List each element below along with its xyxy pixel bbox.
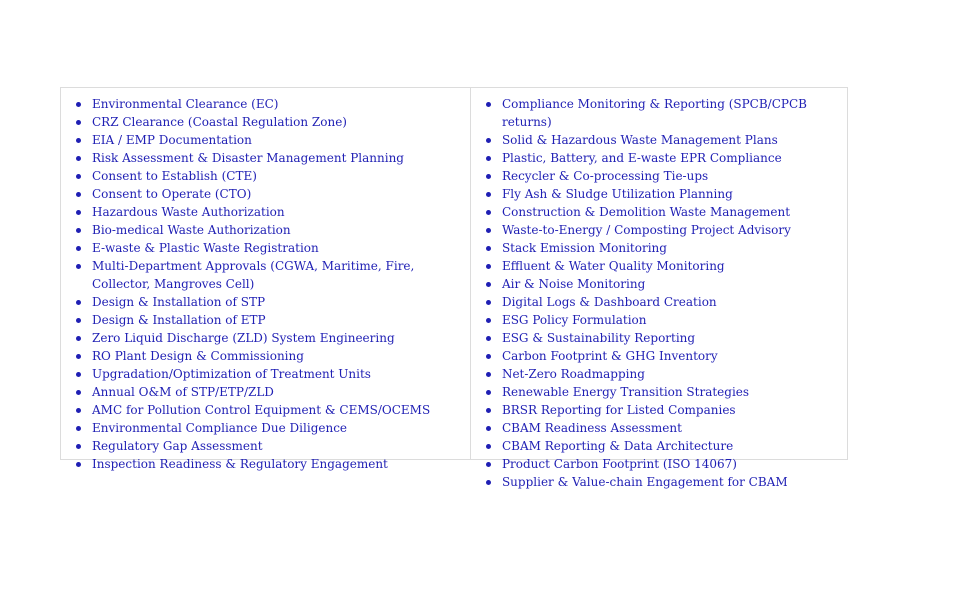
service-list-item <box>502 419 847 437</box>
service-link[interactable]: E-waste & Plastic Waste Registration <box>92 241 319 255</box>
service-link[interactable]: Air & Noise Monitoring <box>501 277 646 291</box>
service-link[interactable]: CBAM Readiness Assessment <box>501 421 682 435</box>
service-list-item <box>92 437 470 455</box>
service-link[interactable]: Zero Liquid Discharge (ZLD) System Engineering <box>92 331 395 345</box>
services-list-left <box>61 88 470 473</box>
service-link[interactable]: ESG Policy Formulation <box>501 313 647 327</box>
service-list-item <box>502 275 847 293</box>
service-link[interactable]: Stack Emission Monitoring <box>501 241 667 255</box>
service-list-item <box>502 383 847 401</box>
services-panel <box>60 87 848 489</box>
service-link[interactable]: Solid & Hazardous Waste Management Plans <box>501 133 778 147</box>
service-link[interactable]: Regulatory Gap Assessment <box>92 439 263 453</box>
service-list-item <box>502 149 847 167</box>
service-list-item <box>92 293 470 311</box>
service-link[interactable]: Environmental Compliance Due Diligence <box>92 421 348 435</box>
service-link[interactable]: BRSR Reporting for Listed Companies <box>501 403 736 417</box>
service-list-item <box>92 383 470 401</box>
service-list-item <box>92 149 470 167</box>
service-list-item <box>502 401 847 419</box>
service-link[interactable]: Product Carbon Footprint (ISO 14067) <box>501 457 737 471</box>
service-link[interactable]: CBAM Reporting & Data Architecture <box>501 439 734 453</box>
service-link[interactable]: Plastic, Battery, and E-waste EPR Compliance <box>501 151 782 165</box>
service-link[interactable]: Design & Installation of ETP <box>92 313 266 327</box>
service-link[interactable]: CRZ Clearance (Coastal Regulation Zone) <box>92 115 347 129</box>
service-link[interactable]: RO Plant Design & Commissioning <box>92 349 304 363</box>
service-link[interactable]: Recycler & Co-processing Tie-ups <box>501 169 709 183</box>
service-list-item <box>502 365 847 383</box>
service-list-item <box>92 203 470 221</box>
service-list-item <box>92 185 470 203</box>
service-list-item <box>502 221 847 239</box>
service-link[interactable]: Environmental Clearance (EC) <box>92 97 279 111</box>
service-link[interactable]: AMC for Pollution Control Equipment & CEMS/OCEMS <box>92 403 431 417</box>
service-link[interactable]: Upgradation/Optimization of Treatment Units <box>92 367 371 381</box>
service-list-item <box>502 95 847 131</box>
service-link[interactable]: Waste-to-Energy / Composting Project Advisory <box>501 223 791 237</box>
service-list-item <box>92 311 470 329</box>
service-list-item <box>502 347 847 365</box>
service-link[interactable]: Net-Zero Roadmapping <box>501 367 645 381</box>
service-list-item <box>92 347 470 365</box>
service-list-item <box>92 95 470 113</box>
service-list-item <box>92 365 470 383</box>
service-list-item <box>502 185 847 203</box>
service-link[interactable]: Consent to Operate (CTO) <box>92 187 252 201</box>
service-link[interactable]: Renewable Energy Transition Strategies <box>501 385 750 399</box>
service-list-item <box>502 329 847 347</box>
service-link[interactable]: ESG & Sustainability Reporting <box>501 331 696 345</box>
service-list-item <box>92 113 470 131</box>
service-link[interactable]: Design & Installation of STP <box>92 295 266 309</box>
service-list-item <box>92 167 470 185</box>
service-link[interactable]: Risk Assessment & Disaster Management Planning <box>92 151 404 165</box>
service-list-item <box>502 203 847 221</box>
service-list-item <box>92 239 470 257</box>
service-link[interactable]: Digital Logs & Dashboard Creation <box>501 295 717 309</box>
service-link[interactable]: EIA / EMP Documentation <box>92 133 252 147</box>
service-list-item <box>502 437 847 455</box>
service-link[interactable]: Supplier & Value-chain Engagement for CBAM <box>501 475 788 489</box>
service-list-item <box>502 257 847 275</box>
service-list-item <box>502 167 847 185</box>
service-link[interactable]: Bio-medical Waste Authorization <box>92 223 291 237</box>
service-list-item <box>92 455 470 473</box>
service-link[interactable]: Construction & Demolition Waste Management <box>501 205 791 219</box>
service-link[interactable]: Fly Ash & Sludge Utilization Planning <box>501 187 733 201</box>
service-list-item <box>502 131 847 149</box>
service-link[interactable]: Compliance Monitoring & Reporting (SPCB/CPCB returns) <box>501 97 807 129</box>
service-list-item <box>502 455 847 473</box>
services-column-left <box>61 88 471 471</box>
service-list-item <box>92 401 470 419</box>
service-list-item <box>92 257 470 293</box>
services-list-right <box>471 88 847 491</box>
services-column-right <box>471 88 847 489</box>
service-link[interactable]: Annual O&M of STP/ETP/ZLD <box>92 385 274 399</box>
service-list-item <box>502 473 847 491</box>
service-link[interactable]: Hazardous Waste Authorization <box>92 205 285 219</box>
service-link[interactable]: Carbon Footprint & GHG Inventory <box>501 349 718 363</box>
service-list-item <box>502 311 847 329</box>
service-link[interactable]: Inspection Readiness & Regulatory Engagement <box>92 457 388 471</box>
service-list-item <box>502 293 847 311</box>
service-list-item <box>92 329 470 347</box>
service-link[interactable]: Consent to Establish (CTE) <box>92 169 257 183</box>
service-link[interactable]: Effluent & Water Quality Monitoring <box>501 259 725 273</box>
service-list-item <box>92 131 470 149</box>
service-list-item <box>92 221 470 239</box>
service-list-item <box>502 239 847 257</box>
service-link[interactable]: Multi-Department Approvals (CGWA, Maritime, Fire, Collector, Mangroves Cell) <box>92 259 415 291</box>
service-list-item <box>92 419 470 437</box>
